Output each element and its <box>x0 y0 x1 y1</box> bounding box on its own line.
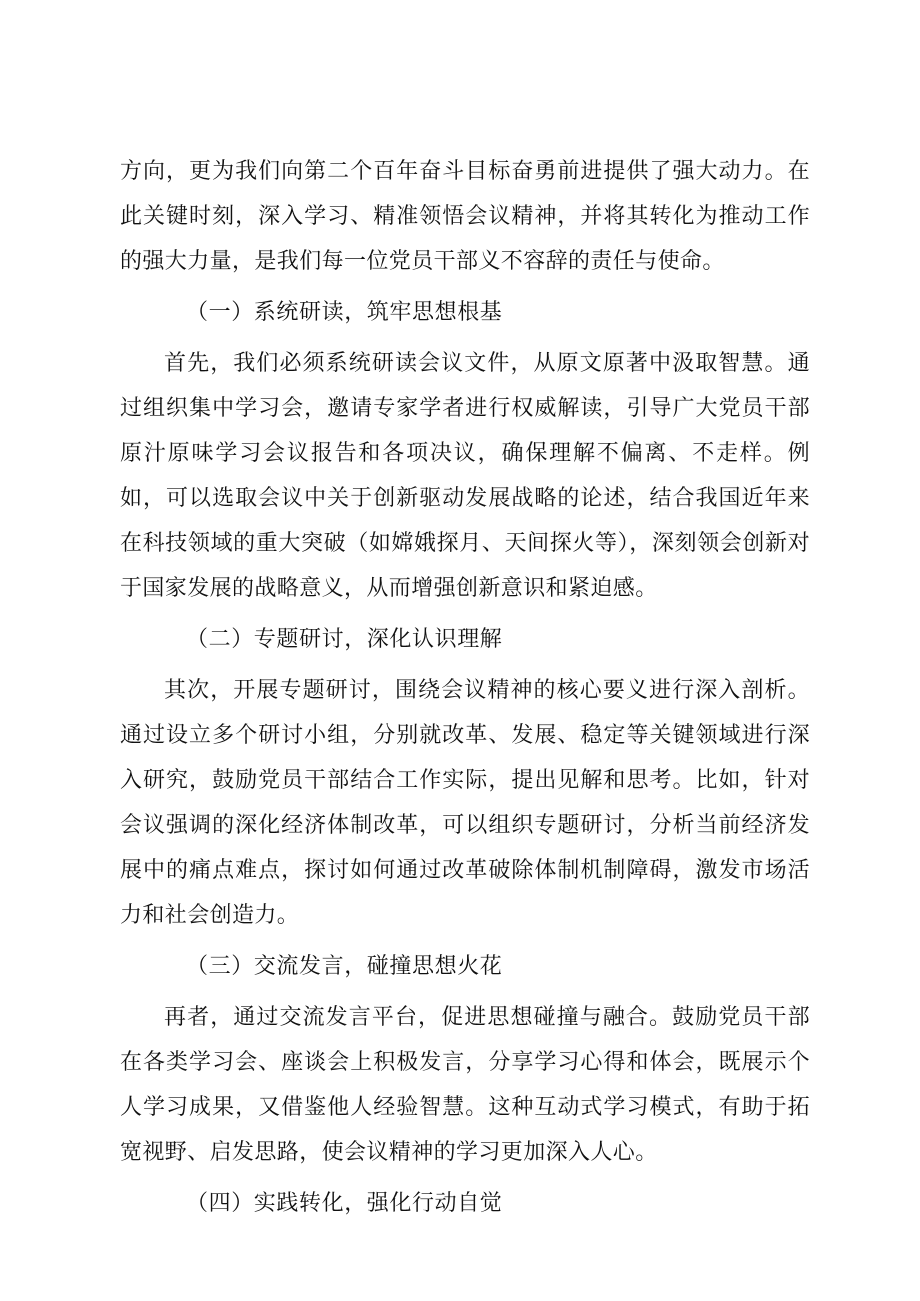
section-heading-4: （四）实践转化，强化行动自觉 <box>186 1191 503 1216</box>
paragraph-section-3: 再者，通过交流发言平台，促进思想碰撞与融合。鼓励党员干部在各类学习会、座谈会上积极发言，分享学习心得和体会，既展示个人学习成果，又借鉴他人经验智慧。这种互动式学习模式，有助于拓宽视野、启发思路，使会议精神的学习更加深入人心。 <box>120 1005 810 1165</box>
section-heading-1: （一）系统研读，筑牢思想根基 <box>186 300 503 325</box>
section-heading-3: （三）交流发言，碰撞思想火花 <box>186 954 503 979</box>
paragraph-intro-continuation: 方向，更为我们向第二个百年奋斗目标奋勇前进提供了强大动力。在此关键时刻，深入学习、精准领悟会议精神，并将其转化为推动工作的强大力量，是我们每一位党员干部义不容辞的责任与使命。 <box>120 159 810 274</box>
paragraph-section-1: 首先，我们必须系统研读会议文件，从原文原著中汲取智慧。通过组织集中学习会，邀请专家学者进行权威解读，引导广大党员干部原汁原味学习会议报告和各项决议，确保理解不偏离、不走样。例如，可以选取会议中关于创新驱动发展战略的论述，结合我国近年来在科技领域的重大突破（如嫦娥探月、天间探火等），深刻领会创新对于国家发展的战略意义，从而增强创新意识和紧迫感。 <box>120 351 810 601</box>
section-heading-2: （二）专题研讨，深化认识理解 <box>186 627 503 652</box>
paragraph-section-2: 其次，开展专题研讨，围绕会议精神的核心要义进行深入剖析。通过设立多个研讨小组，分别就改革、发展、稳定等关键领域进行深入研究，鼓励党员干部结合工作实际，提出见解和思考。比如，针对会议强调的深化经济体制改革，可以组织专题研讨，分析当前经济发展中的痛点难点，探讨如何通过改革破除体制机制障碍，激发市场活力和社会创造力。 <box>120 678 810 928</box>
document-body <box>120 149 810 1232</box>
